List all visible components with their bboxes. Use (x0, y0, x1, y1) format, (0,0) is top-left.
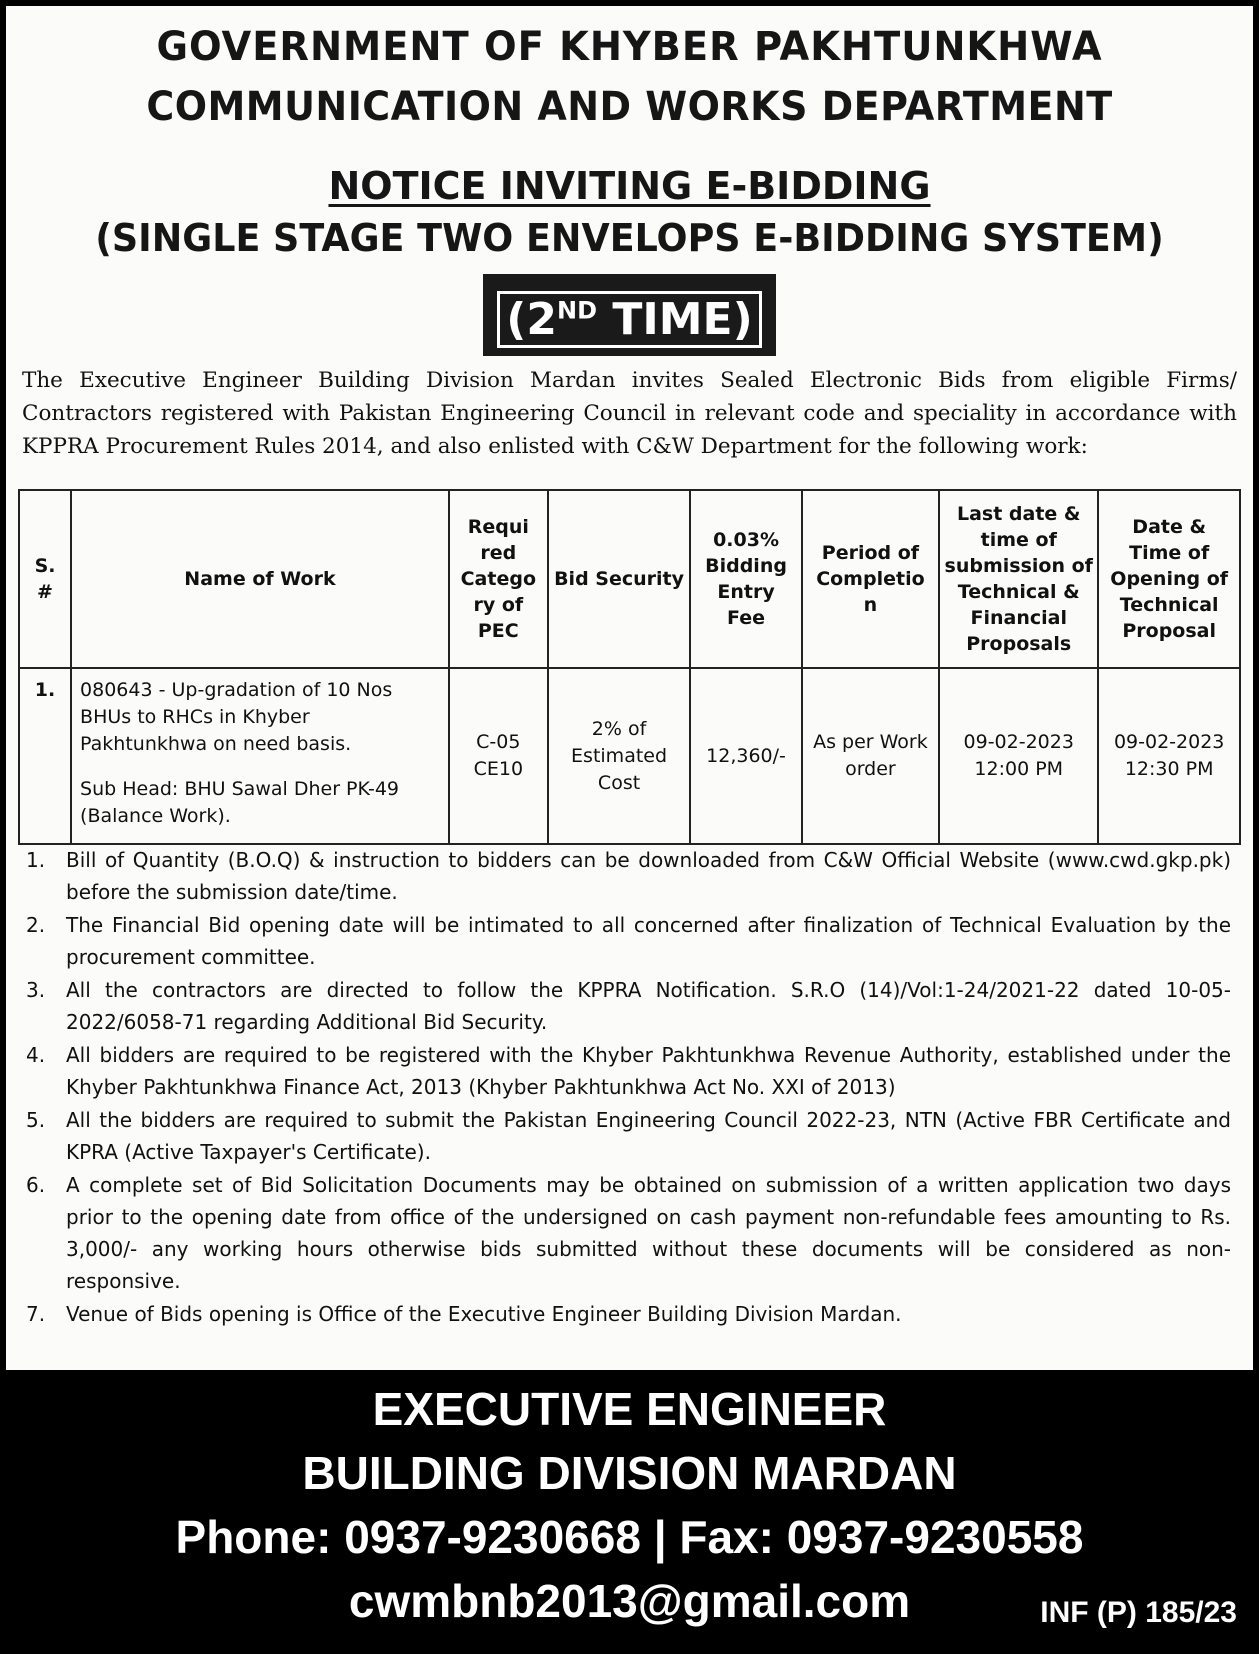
contact-email: cwmbnb2013@gmail.com (348, 1575, 911, 1627)
notice-paper (6, 6, 1253, 1370)
header-sno: S. # (19, 490, 71, 668)
second-time-badge-wrap (6, 274, 1253, 356)
govt-heading: GOVERNMENT OF KHYBER PAKHTUNKHWA (156, 24, 1103, 70)
opening-date: 09-02-2023 (1113, 731, 1225, 753)
opening-time: 12:30 PM (1124, 758, 1214, 780)
row-opening-date (1098, 668, 1240, 844)
department-heading: COMMUNICATION AND WORKS DEPARTMENT (146, 84, 1113, 130)
last-time: 12:00 PM (974, 758, 1064, 780)
table-header-row (19, 490, 1240, 668)
list-item: 7. Venue of Bids opening is Office of the Executive Engineer Building Division Mardan. (26, 1302, 902, 1326)
row-category (449, 668, 548, 844)
row-last-date (939, 668, 1098, 844)
notice-subtitle: (SINGLE STAGE TWO ENVELOPS E-BIDDING SYSTEM) (95, 216, 1164, 260)
list-item: 2. The Financial Bid opening date will be intimated to all concerned after finalization of Technical Evaluation by the procurement committee. (26, 913, 1231, 969)
work-subhead: Sub Head: BHU Sawal Dher PK-49 (Balance Work). (80, 778, 399, 827)
last-date: 09-02-2023 (963, 731, 1074, 753)
notes-list (26, 844, 1231, 1331)
second-time-badge: (2ND TIME) (483, 274, 775, 356)
header-entry-fee: 0.03% Bidding Entry Fee (690, 490, 801, 668)
row-sno: 1. (19, 668, 71, 844)
header-bid-security: Bid Security (548, 490, 691, 668)
row-name-of-work (71, 668, 449, 844)
header-period: Period of Completio n (802, 490, 939, 668)
header-opening-date: Date & Time of Opening of Technical Proposal (1098, 490, 1240, 668)
header-category: Requi red Catego ry of PEC (449, 490, 548, 668)
category-code-1: C-05 (476, 731, 521, 753)
row-entry-fee: 12,360/- (690, 668, 801, 844)
signatory-title: EXECUTIVE ENGINEER (372, 1383, 887, 1435)
list-item: 3. All the contractors are directed to follow the KPPRA Notification. S.R.O (14)/Vol:1-24/2021-22 dated 10-05-2022/6058-71 regarding Additional Bid Security. (26, 978, 1231, 1034)
contact-phone-fax: Phone: 0937-9230668 | Fax: 0937-9230558 (175, 1511, 1084, 1563)
notice-title: NOTICE INVITING E-BIDDING (328, 164, 931, 208)
header-name-of-work: Name of Work (71, 490, 449, 668)
signatory-division: BUILDING DIVISION MARDAN (302, 1447, 957, 1499)
work-table (18, 489, 1241, 845)
header-last-date: Last date & time of submission of Technical & Financial Proposals (939, 490, 1098, 668)
intro-paragraph: The Executive Engineer Building Division Mardan invites Sealed Electronic Bids from eligible Firms/ Contractors registered with Pakistan Engineering Council in relevant code and speciality in accordance with KPPRA Procurement Rules 2014, and also enlisted with C&W Department for the following work: (22, 368, 1237, 459)
row-period: As per Work order (802, 668, 939, 844)
work-description: 080643 - Up-gradation of 10 Nos BHUs to RHCs in Khyber Pakhtunkhwa on need basis. (80, 679, 393, 755)
list-item: 6. A complete set of Bid Solicitation Documents may be obtained on submission of a written application two days prior to the opening date from office of the undersigned on cash payment non-refundable fees amounting to Rs. 3,000/- any working hours otherwise bids submitted without these documents will be considered as non-responsive. (26, 1173, 1231, 1293)
list-item: 4. All bidders are required to be registered with the Khyber Pakhtunkhwa Revenue Authority, established under the Khyber Pakhtunkhwa Finance Act, 2013 (Khyber Pakhtunkhwa Act No. XXI of 2013) (26, 1043, 1231, 1099)
category-code-2: CE10 (473, 758, 524, 780)
list-item: 1. Bill of Quantity (B.O.Q) & instruction to bidders can be downloaded from C&W Official Website (www.cwd.gkp.pk) before the submission date/time. (26, 848, 1231, 904)
row-bid-security: 2% of Estimated Cost (548, 668, 691, 844)
list-item: 5. All the bidders are required to submit the Pakistan Engineering Council 2022-23, NTN (Active FBR Certificate and KPRA (Active Taxpayer's Certificate). (26, 1108, 1231, 1164)
reference-number: INF (P) 185/23 (1040, 1596, 1237, 1629)
table-row (19, 668, 1240, 844)
